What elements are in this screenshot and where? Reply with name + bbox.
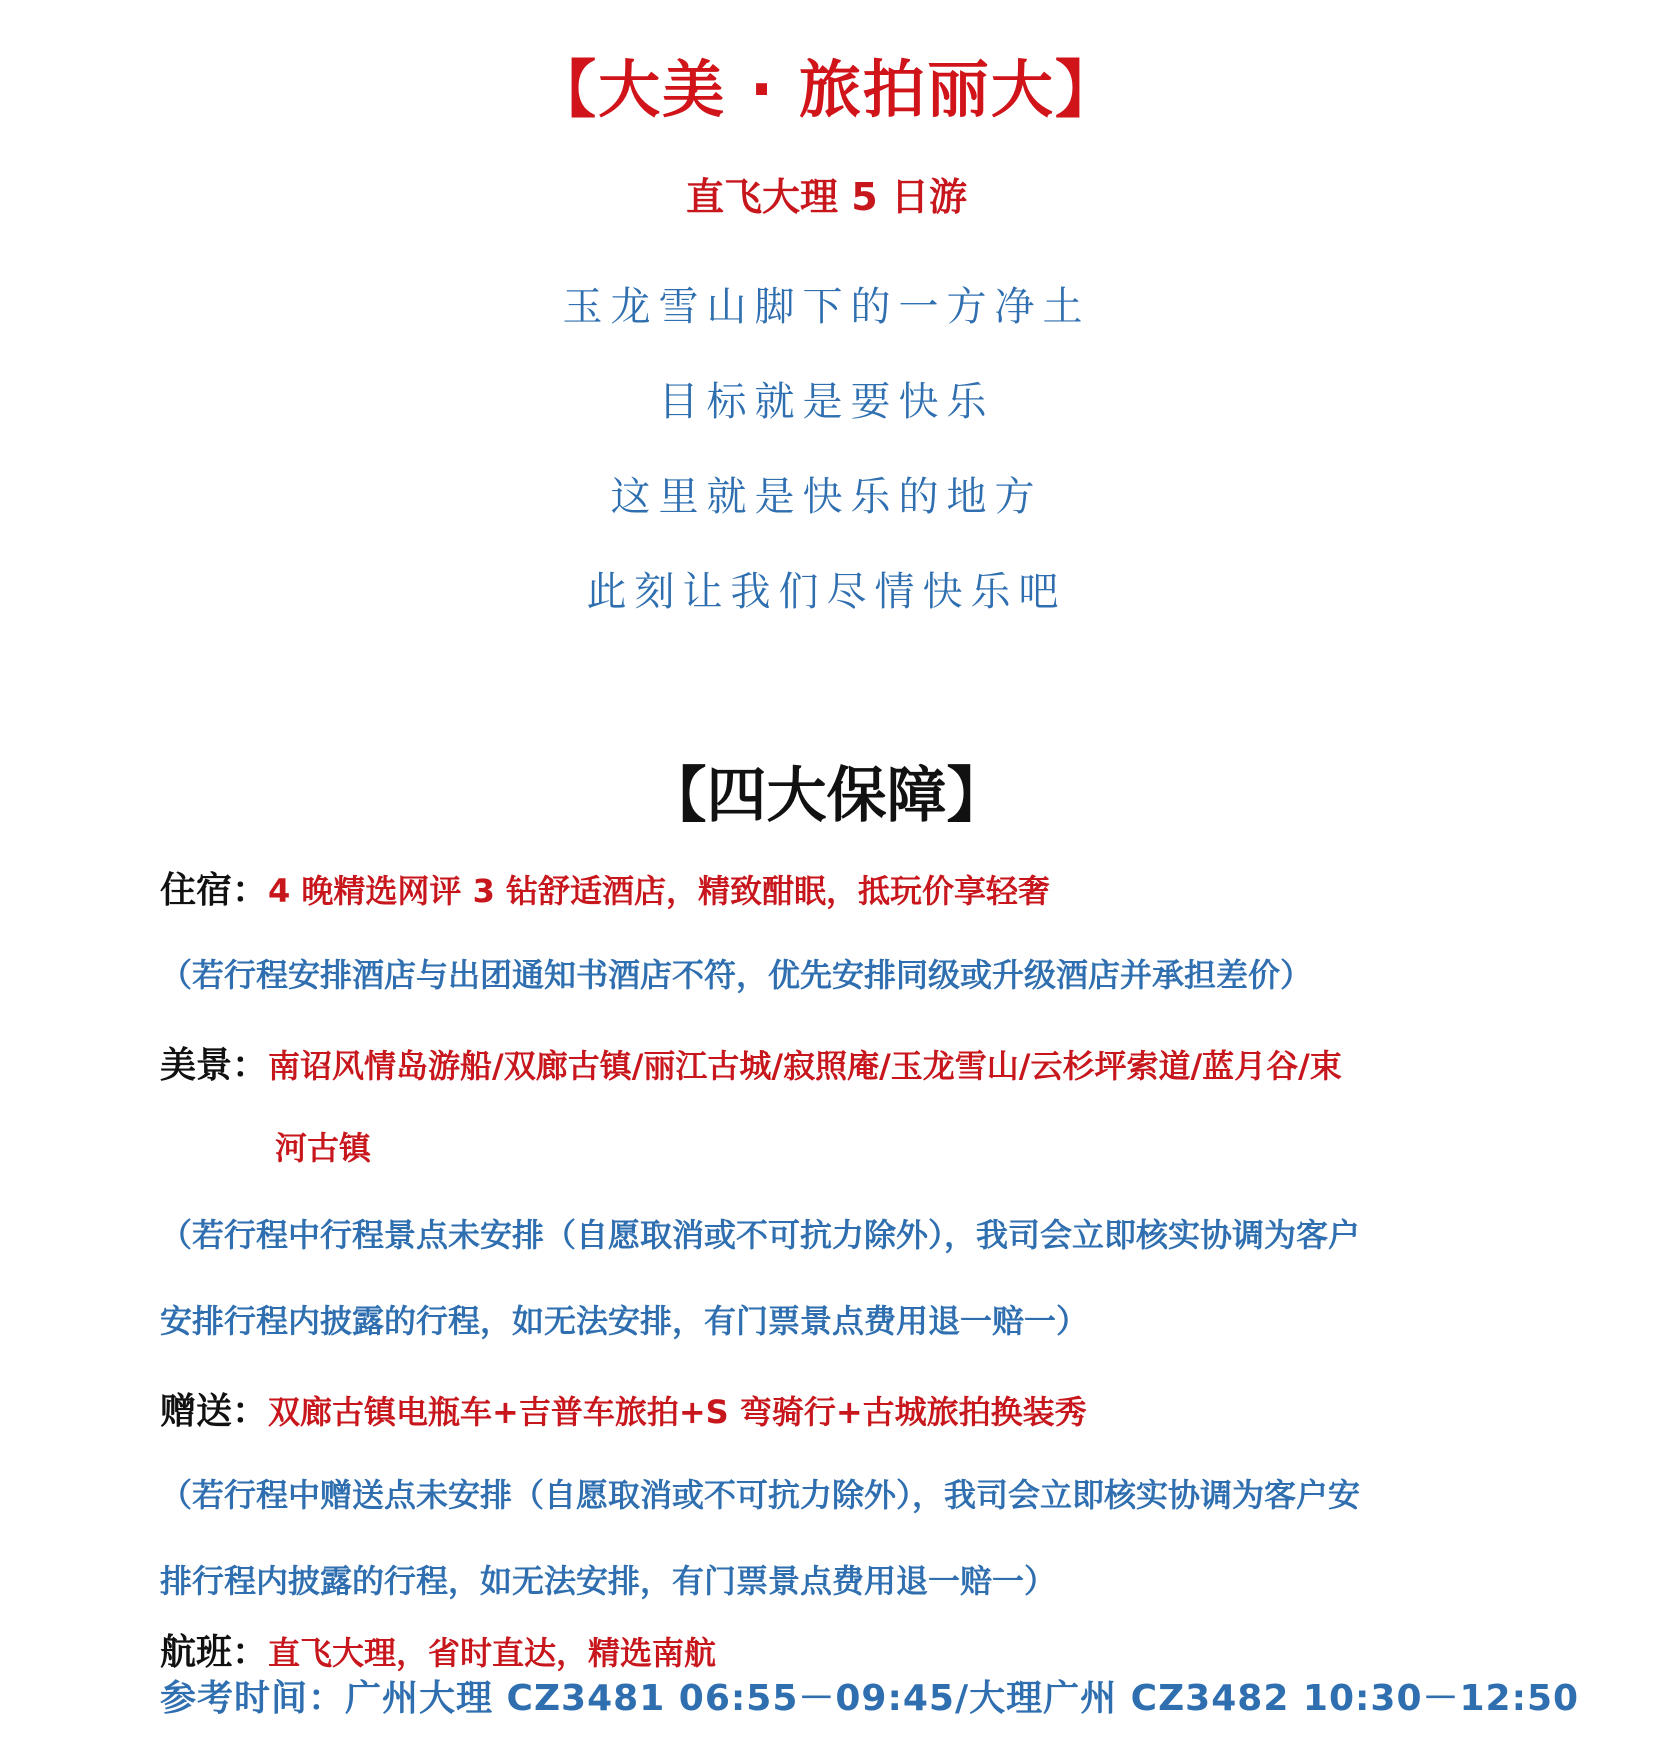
hotel-guarantee bbox=[160, 862, 1050, 913]
poem-line: 这里就是快乐的地方 bbox=[610, 474, 1043, 520]
section-title: 【四大保障】 bbox=[646, 761, 1007, 831]
flight-reference-time: 参考时间：广州大理 CZ3481 06:55－09:45/大理广州 CZ3482 10:30－12:50 bbox=[160, 1678, 1580, 1719]
flight-guarantee bbox=[160, 1624, 716, 1675]
flight-label: 航班： bbox=[160, 1632, 269, 1673]
scenery-note-continued: 安排行程内披露的行程，如无法安排，有门票景点费用退一赔一） bbox=[160, 1302, 1089, 1340]
flight-text: 直飞大理，省时直达，精选南航 bbox=[268, 1634, 717, 1672]
scenery-label: 美景： bbox=[160, 1045, 269, 1086]
scenery-note: （若行程中行程景点未安排（自愿取消或不可抗力除外），我司会立即核实协调为客户 bbox=[160, 1216, 1361, 1254]
gift-text: 双廊古镇电瓶车+吉普车旅拍+S 弯骑行+古城旅拍换装秀 bbox=[268, 1393, 1087, 1431]
page-title: 【大美 · 旅拍丽大】 bbox=[534, 53, 1119, 126]
poem-line: 此刻让我们尽情快乐吧 bbox=[586, 569, 1067, 615]
hotel-note: （若行程安排酒店与出团通知书酒店不符，优先安排同级或升级酒店并承担差价） bbox=[160, 956, 1313, 994]
poem-line: 目标就是要快乐 bbox=[658, 379, 995, 425]
hotel-text: 4 晚精选网评 3 钻舒适酒店，精致酣眠，抵玩价享轻奢 bbox=[268, 872, 1050, 910]
gift-note-continued: 排行程内披露的行程，如无法安排，有门票景点费用退一赔一） bbox=[160, 1562, 1057, 1600]
scenery-text: 南诏风情岛游船/双廊古镇/丽江古城/寂照庵/玉龙雪山/云杉坪索道/蓝月谷/束 bbox=[268, 1047, 1342, 1085]
gift-guarantee bbox=[160, 1383, 1087, 1434]
poem-line: 玉龙雪山脚下的一方净土 bbox=[562, 284, 1091, 330]
hotel-label: 住宿： bbox=[160, 870, 269, 911]
scenery-guarantee bbox=[160, 1037, 1342, 1088]
gift-note: （若行程中赠送点未安排（自愿取消或不可抗力除外），我司会立即核实协调为客户安 bbox=[160, 1476, 1361, 1514]
gift-label: 赠送： bbox=[160, 1391, 269, 1432]
page-subtitle: 直飞大理 5 日游 bbox=[686, 175, 967, 219]
scenery-text-continued: 河古镇 bbox=[275, 1129, 372, 1167]
